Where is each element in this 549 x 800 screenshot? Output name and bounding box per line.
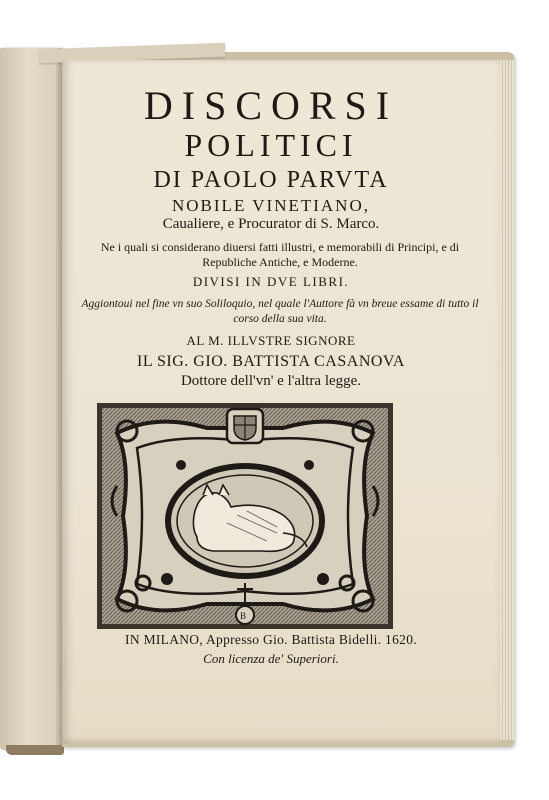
coat-of-arms <box>227 409 263 443</box>
addition-text: Aggiontoui nel fine vn suo Soliloquio, nel quale l'Auttore fà vn breue essame di tutto il corso della sua vita. <box>81 298 479 325</box>
author-office: Caualiere, e Procurator di S. Marco. <box>162 216 380 232</box>
book-title-line2: POLITICI <box>184 127 358 163</box>
svg-text:B: B <box>240 611 247 621</box>
printer-device-woodcut <box>97 403 393 629</box>
license-line: Con licenza de' Superiori. <box>203 651 339 666</box>
division-line: DIVISI IN DVE LIBRI. <box>192 274 350 289</box>
author-line: DI PAOLO PARVTA <box>153 167 389 193</box>
dedicatee-title: Dottore dell'vn' e l'altra legge. <box>180 373 362 389</box>
imprint-line: IN MILANO, Appresso Gio. Battista Bidelli. 1620. <box>125 632 417 647</box>
dedication-intro: AL M. ILLVSTRE SIGNORE <box>186 333 356 348</box>
cover-leather-edge <box>6 745 64 755</box>
book-cover <box>0 48 62 750</box>
dedicatee-name: IL SIG. GIO. BATTISTA CASANOVA <box>137 353 405 370</box>
description-text: Ne i quali si considerano diuersi fatti illustri, e memorabili di Principi, e di Republiche Antiche, e Moderne. <box>100 240 460 269</box>
author-rank: NOBILE VINETIANO, <box>172 196 370 215</box>
book-title: DISCORSI <box>143 83 399 128</box>
